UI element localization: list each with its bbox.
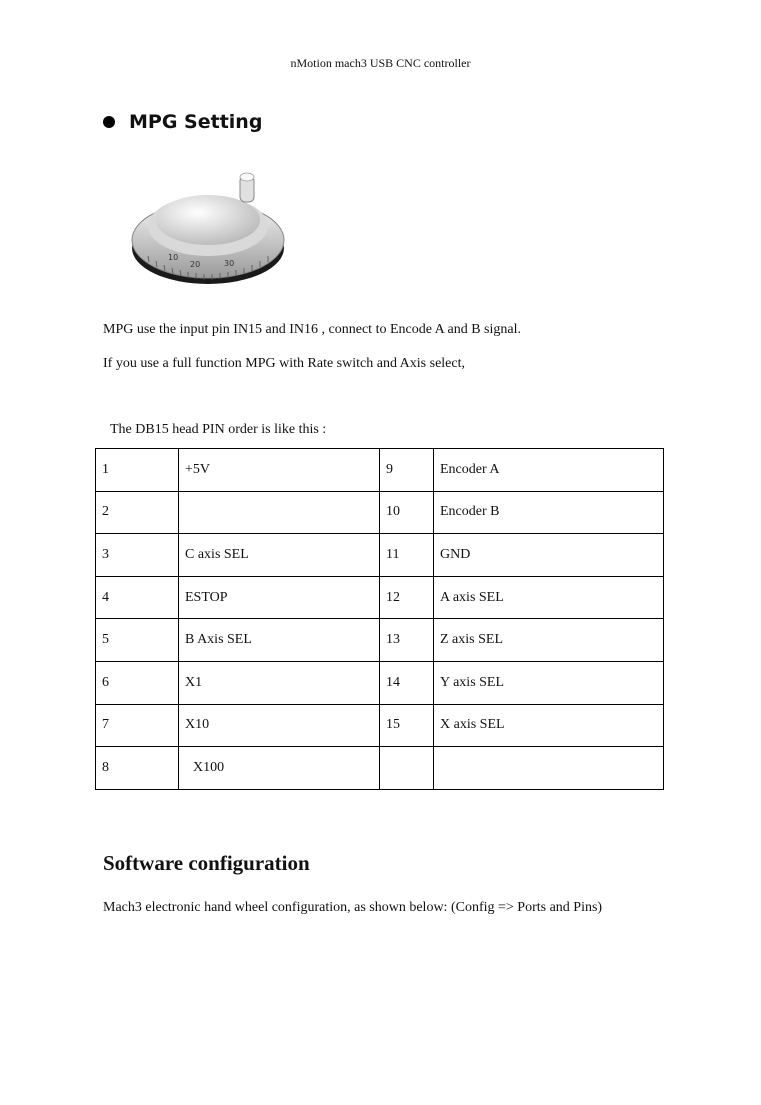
pin-number: 5 [96,619,179,662]
pin-number: 15 [380,704,434,747]
pin-function: Encoder A [434,449,664,492]
pin-number: 6 [96,661,179,704]
pin-function [434,747,664,790]
pin-function: B Axis SEL [179,619,380,662]
pin-number: 14 [380,661,434,704]
table-row [96,449,664,492]
pin-number: 4 [96,576,179,619]
table-row [96,704,664,747]
section-heading-software: Software configuration [103,851,310,875]
page-header: nMotion mach3 USB CNC controller [290,56,471,70]
pin-number [380,747,434,790]
paragraph-mach3-config: Mach3 electronic hand wheel configuration, as shown below: (Config => Ports and Pins) [103,900,603,915]
pin-function: X10 [179,704,380,747]
table-row [96,747,664,790]
pin-number: 13 [380,619,434,662]
pin-number: 10 [380,491,434,534]
dial-mark-30: 30 [224,259,235,268]
pin-function: Z axis SEL [434,619,664,662]
pin-number: 12 [380,576,434,619]
pin-number: 9 [380,449,434,492]
pin-number: 7 [96,704,179,747]
pin-function: C axis SEL [179,534,380,577]
table-row [96,491,664,534]
pin-number: 1 [96,449,179,492]
pin-function: GND [434,534,664,577]
pin-function: X100 [179,747,380,790]
paragraph-full-function: If you use a full function MPG with Rate switch and Axis select, [103,356,465,371]
pin-function: A axis SEL [434,576,664,619]
pin-function: +5V [179,449,380,492]
pin-function: X1 [179,661,380,704]
pin-number: 2 [96,491,179,534]
table-row [96,576,664,619]
pin-function: Y axis SEL [434,661,664,704]
pin-number: 11 [380,534,434,577]
bullet-icon [103,116,115,128]
table-row [96,619,664,662]
pin-function: X axis SEL [434,704,664,747]
dial-mark-10: 10 [168,253,179,262]
paragraph-mpg-input: MPG use the input pin IN15 and IN16 , connect to Encode A and B signal. [103,322,521,337]
pin-number: 8 [96,747,179,790]
pin-number: 3 [96,534,179,577]
table-row [96,534,664,577]
section-heading-text: MPG Setting [129,111,263,133]
dial-mark-20: 20 [190,260,201,269]
table-caption: The DB15 head PIN order is like this : [110,422,327,437]
mpg-handwheel-icon [128,168,303,293]
db15-pin-table [95,448,664,790]
pin-function [179,491,380,534]
section-heading-mpg [103,111,262,133]
pin-function: ESTOP [179,576,380,619]
pin-function: Encoder B [434,491,664,534]
table-row [96,661,664,704]
